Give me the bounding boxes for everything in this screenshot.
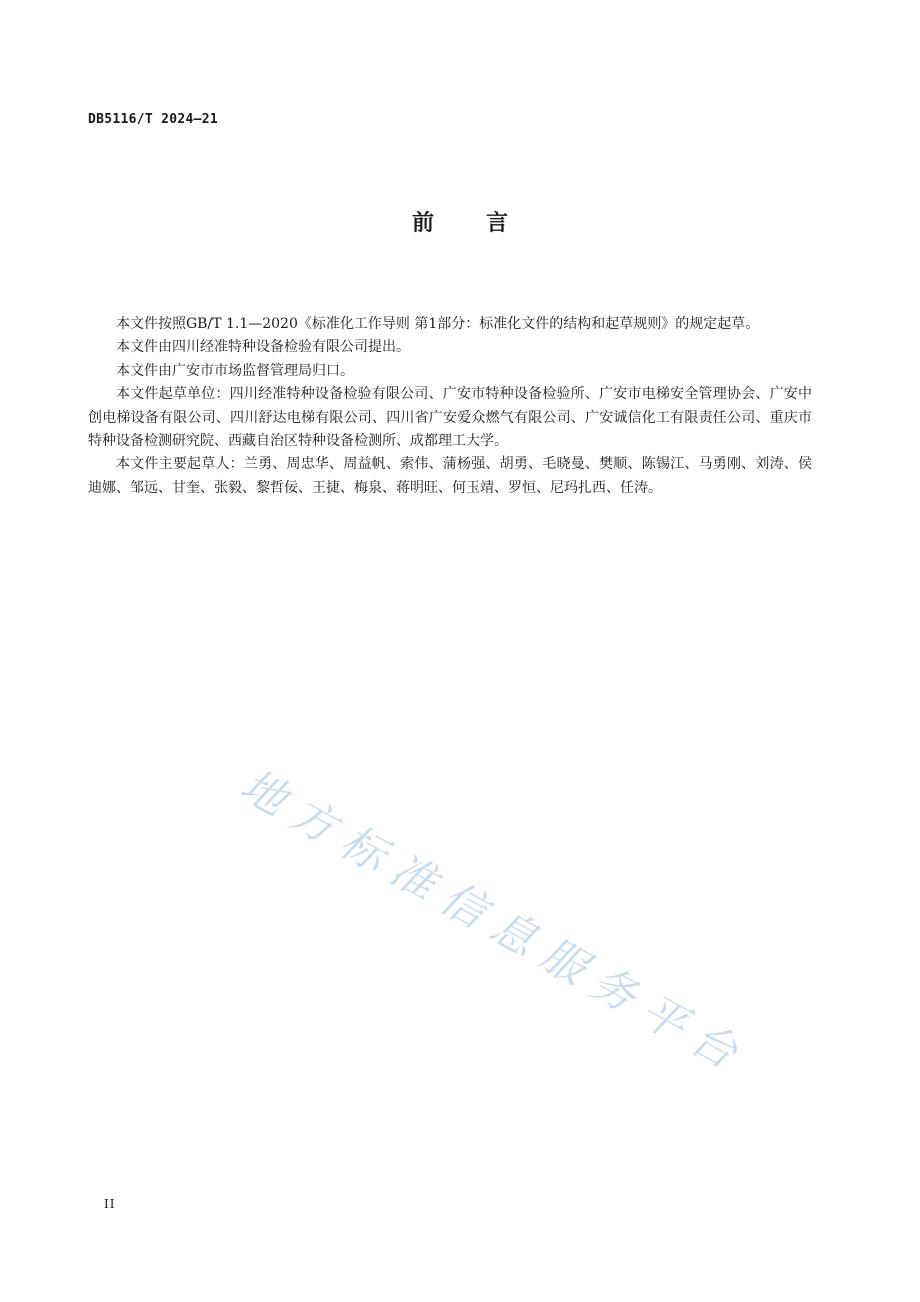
watermark-glyph: 方 — [281, 787, 345, 854]
watermark-glyph: 台 — [681, 1012, 745, 1079]
watermark-glyph: 信 — [431, 872, 495, 939]
watermark-glyph: 平 — [631, 984, 695, 1051]
foreword-body — [88, 313, 812, 500]
watermark-glyph: 标 — [331, 816, 395, 883]
document-code: DB5116/T 2024—21 — [88, 112, 219, 127]
watermark-glyph: 服 — [531, 928, 595, 995]
page-number: II — [104, 1197, 116, 1211]
paragraph-drafters: 本文件主要起草人：兰勇、周忠华、周益帆、索伟、蒲杨强、胡勇、毛晓曼、樊顺、陈锡江、马勇刚、刘涛、侯迪娜、邹远、甘奎、张毅、黎哲佞、王捷、梅泉、蒋明旺、何玉靖、罗恒、尼玛扎西、任涛。 — [88, 456, 812, 496]
watermark-text — [232, 760, 750, 1081]
paragraph-drafting-units: 本文件起草单位：四川经准特种设备检验有限公司、广安市特种设备检验所、广安市电梯安全管理协会、广安中创电梯设备有限公司、四川舒达电梯有限公司、四川省广安爱众燃气有限公司、广安诚信化工有限责任公司、重庆市特种设备检测研究院、西藏自治区特种设备检测所、成都理工大学。 — [88, 386, 812, 450]
watermark-glyph: 息 — [481, 900, 545, 967]
page-title: 前言 — [411, 211, 560, 236]
paragraph-proposer: 本文件由四川经准特种设备检验有限公司提出。 — [116, 339, 410, 356]
watermark-glyph: 务 — [581, 956, 645, 1023]
watermark-glyph: 地 — [231, 759, 295, 826]
paragraph-administrator: 本文件由广安市市场监督管理局归口。 — [116, 362, 354, 379]
watermark-glyph: 准 — [381, 844, 445, 911]
paragraph-drafting-rules: 本文件按照GB/T 1.1—2020《标准化工作导则 第1部分：标准化文件的结构和起草规则》的规定起草。 — [116, 316, 760, 332]
